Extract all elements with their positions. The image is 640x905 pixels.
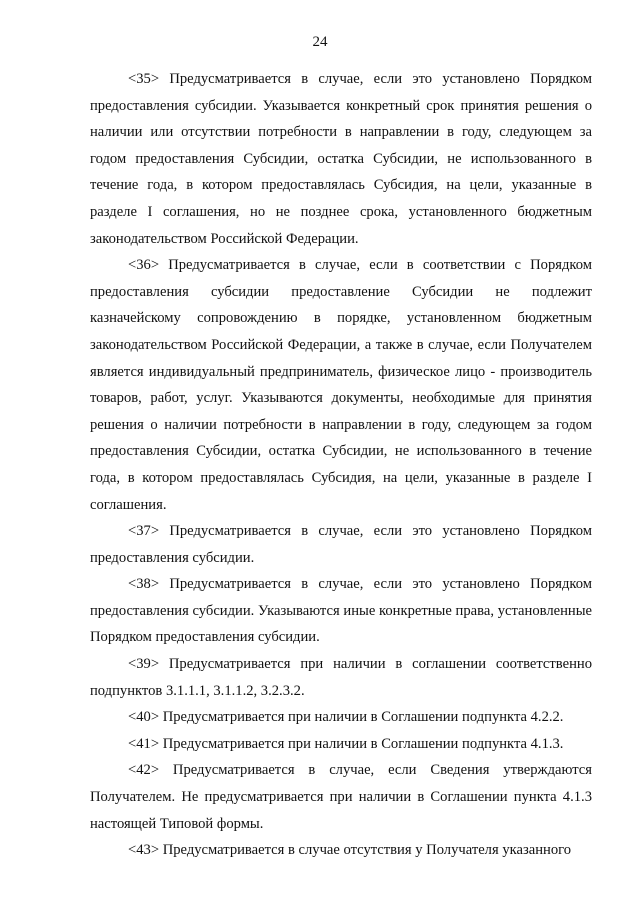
footnote-43: <43> Предусматривается в случае отсутствия у Получателя указанного	[128, 842, 572, 859]
footnote-37: <37> Предусматривается в случае, если это установлено Порядком предоставления субсидии.	[90, 523, 592, 566]
footnote-38: <38> Предусматривается в случае, если это установлено Порядком предоставления субсидии. Указываются иные конкретные права, установленные Порядком предоставления субсидии.	[90, 576, 592, 646]
footnote-40: <40> Предусматривается при наличии в Соглашении подпункта 4.2.2.	[128, 709, 564, 726]
footnote-42: <42> Предусматривается в случае, если Сведения утверждаются Получателем. Не предусматривается при наличии в Соглашении пункта 4.1.3 настоящей Типовой формы.	[90, 762, 592, 832]
footnotes-body	[90, 66, 592, 864]
footnote-39: <39> Предусматривается при наличии в соглашении соответственно подпунктов 3.1.1.1, 3.1.1.2, 3.2.3.2.	[90, 656, 592, 699]
page-number: 24	[312, 34, 328, 50]
footnote-36: <36> Предусматривается в случае, если в соответствии с Порядком предоставления субсидии предоставление Субсидии не подлежит казначейскому сопровождению в порядке, установленном бюджетным законодательством Российской Федерации, а также в случае, если Получателем является индивидуальный предприниматель, физическое лицо - производитель товаров, работ, услуг. Указываются документы, необходимые для принятия решения о наличии потребности в направлении в году, следующем за годом предоставления Субсидии, остатка Субсидии, не использованного в течение года, в котором предоставлялась Субсидия, на цели, указанные в разделе I соглашения.	[90, 257, 592, 513]
footnote-41: <41> Предусматривается при наличии в Соглашении подпункта 4.1.3.	[128, 735, 564, 752]
footnote-35: <35> Предусматривается в случае, если это установлено Порядком предоставления субсидии. Указывается конкретный срок принятия решения о наличии или отсутствии потребности в направлении в году, следующем за годом предоставления Субсидии, остатка Субсидии, не использованного в течение года, в котором предоставлялась Субсидия, на цели, указанные в разделе I соглашения, но не позднее срока, установленного бюджетным законодательством Российской Федерации.	[90, 71, 592, 247]
